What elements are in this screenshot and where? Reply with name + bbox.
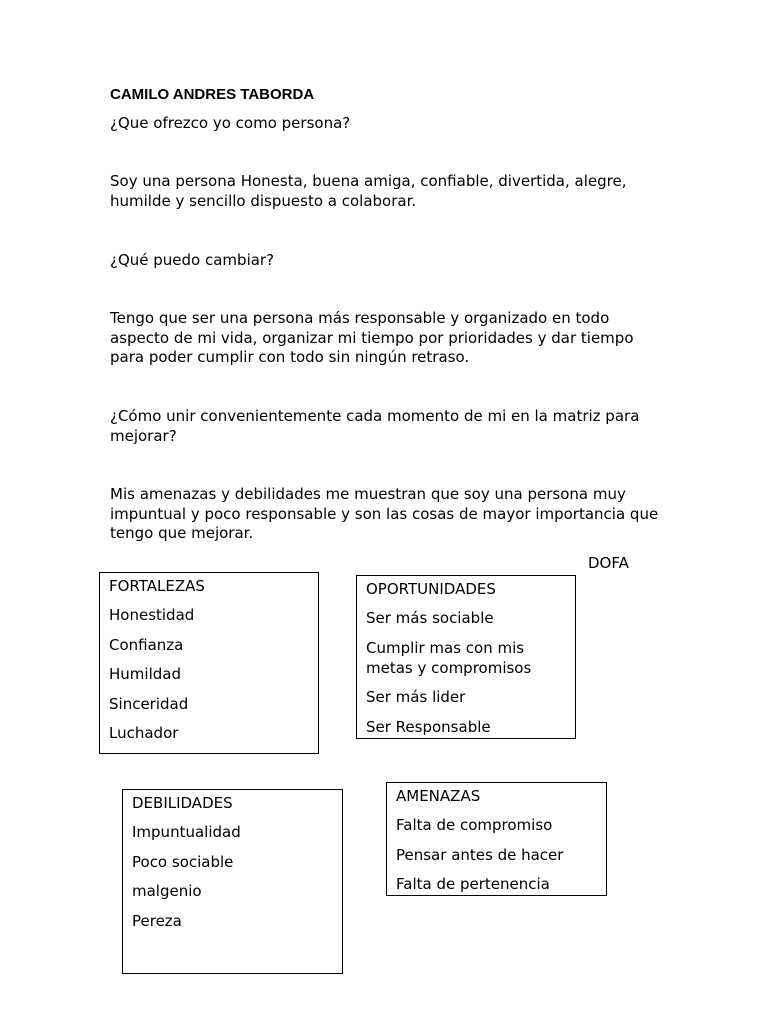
oportunidades-item: Ser más sociable <box>366 609 494 627</box>
dofa-label: DOFA <box>588 554 629 572</box>
fortalezas-item: Luchador <box>109 724 179 742</box>
answer-3: Mis amenazas y debilidades me muestran que soy una persona muy impuntual y poco responsable y son las cosas de mayor importancia que tengo que mejorar. <box>110 485 659 542</box>
oportunidades-title: OPORTUNIDADES <box>366 580 496 598</box>
amenazas-item: Falta de compromiso <box>396 816 553 834</box>
debilidades-item: malgenio <box>132 882 202 900</box>
fortalezas-box <box>99 572 319 754</box>
fortalezas-item: Humildad <box>109 665 181 683</box>
answer-1: Soy una persona Honesta, buena amiga, confiable, divertida, alegre, humilde y sencillo dispuesto a colaborar. <box>110 172 627 210</box>
document-author: CAMILO ANDRES TABORDA <box>110 86 315 103</box>
question-3: ¿Cómo unir convenientemente cada momento de mi en la matriz para mejorar? <box>110 407 640 445</box>
oportunidades-box <box>356 575 576 739</box>
fortalezas-title: FORTALEZAS <box>109 577 205 595</box>
fortalezas-item: Sinceridad <box>109 694 189 713</box>
amenazas-box <box>386 782 607 896</box>
debilidades-box <box>122 789 343 974</box>
question-1: ¿Que ofrezco yo como persona? <box>110 114 351 132</box>
oportunidades-item: Ser Responsable <box>366 717 491 736</box>
question-2: ¿Qué puedo cambiar? <box>110 251 275 269</box>
debilidades-item: Impuntualidad <box>132 823 241 841</box>
amenazas-title: AMENAZAS <box>396 787 481 805</box>
amenazas-item: Pensar antes de hacer <box>396 845 564 864</box>
amenazas-item: Falta de pertenencia <box>396 875 550 893</box>
oportunidades-item: Cumplir mas con mis metas y compromisos <box>366 638 532 677</box>
fortalezas-item: Confianza <box>109 635 184 654</box>
fortalezas-item: Honestidad <box>109 606 195 624</box>
answer-2: Tengo que ser una persona más responsable y organizado en todo aspecto de mi vida, organizar mi tiempo por prioridades y dar tiempo para poder cumplir con todo sin ningún retraso. <box>110 309 634 366</box>
debilidades-title: DEBILIDADES <box>132 794 233 812</box>
debilidades-item: Poco sociable <box>132 852 234 871</box>
debilidades-item: Pereza <box>132 911 182 930</box>
oportunidades-item: Ser más lider <box>366 688 466 706</box>
